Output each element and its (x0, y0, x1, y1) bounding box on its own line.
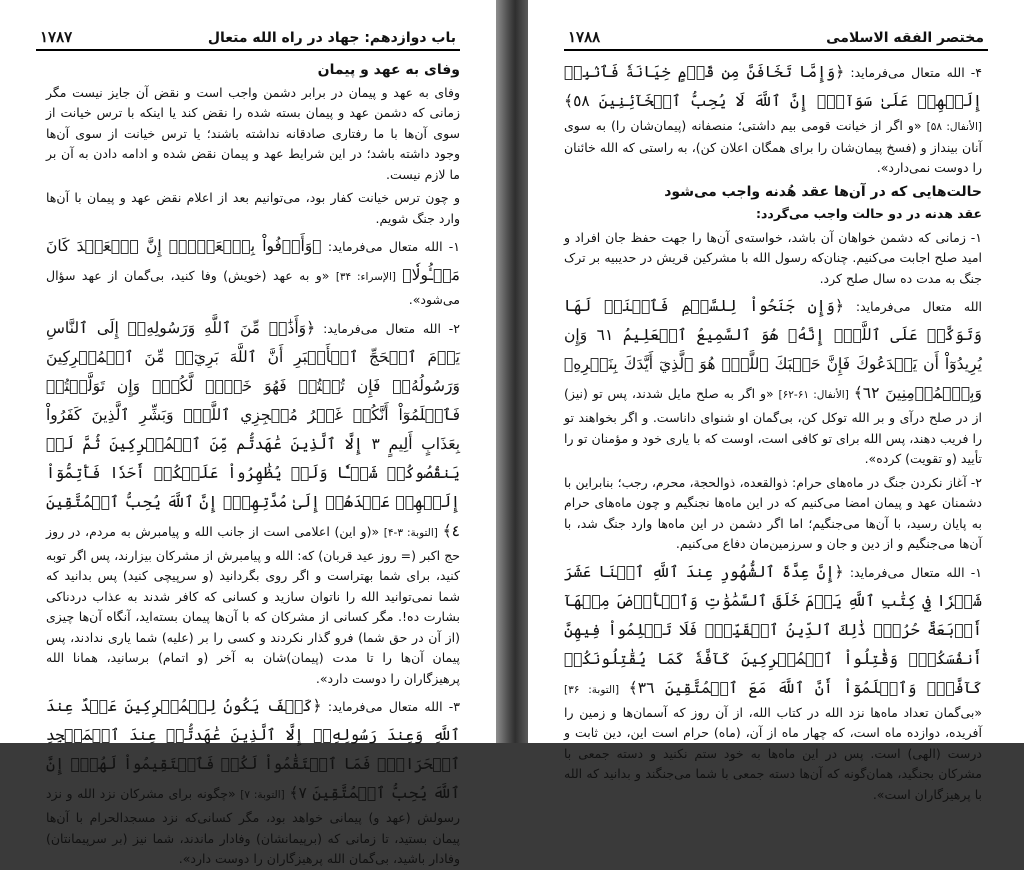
right-page (528, 0, 1024, 802)
verse-reference: [التوبة: ۳-۴] (383, 526, 438, 539)
verse-translation: «(و این) اعلامی است از جانب الله و پیامبرش به مردم، در روز حج اکبر (= روز عید قربان) که: الله و پیامبرش از مشرکان بیزارند، پس اگر توبه کنید، برای شما بهتراست و اگر روی بگردانید (و سرپیچی کنید) پس بدانید که شما نمی‌توانید الله را ناتوان سازید و کسانی که کافر شدند به عذاب دردناکی بشارت ده!. مگر کسانی از مشرکان که با آن‌ها پیمان بسته‌اید، آنگاه آن‌ها چیزی (از آن در حق شما) فرو گذار نکردند و کسی را بر (علیه) شما یاری ندادند، پس پیمان آن‌ها را تا مدت (پیمان)شان به آخر (و اتمام) برسانید، همانا الله پرهیزگاران را دوست دارد». (46, 523, 460, 686)
paragraph: و چون ترس خیانت کفار بود، می‌توانیم بعد از اعلام نقض عهد و پیمان با آن‌ها وارد جنگ شویم. (46, 190, 460, 226)
quran-verse: ﴿كَيۡفَ يَكُونُ لِلۡمُشۡرِكِينَ عَهۡدٌ عِندَ ٱللَّهِ وَعِندَ رَسُولِهِۦٓ إِلَّا ٱلَّذِينَ عَٰهَدتُّمۡ عِندَ ٱلۡمَسۡجِدِ ٱلۡحَرَامِۖ فَمَا ٱسۡتَقَٰمُواْ لَكُمۡ فَٱسۡتَقِيمُواْ لَهُمۡۚ إِنَّ ٱللَّهَ يُحِبُّ ٱلۡمُتَّقِينَ ٧﴾ (46, 697, 460, 802)
quote-item-2 (46, 314, 460, 690)
verse-translation: «بی‌گمان تعداد ماه‌ها نزد الله در کتاب الله، از آن روز که آسمان‌ها و زمین را آفریده، دوازده ماه است، که چهار ماه از آن، (ماه) حرام است این، دین ثابت و درست (الهی) است. پس در این ماه‌ها به خود ستم نکنید و دسته جمعی با مشرکان بجنگید، همان‌گونه که آن‌ها دسته جمعی با شما می‌جنگند و بدانید که الله با پرهیزگاران است». (564, 704, 982, 802)
running-header (568, 24, 984, 46)
verse-reference: [التوبة: ۳۶] (564, 683, 620, 696)
section-subtitle: عقد هدنه در دو حالت واجب می‌گردد: (755, 206, 982, 221)
quote-case-1 (564, 292, 982, 470)
quran-verse: ﴿وَإِمَّا تَخَافَنَّ مِن قَوۡمٍ خِيَانَةٗ فَٱنۢبِذۡ إِلَيۡهِمۡ عَلَىٰ سَوَآءٍۚ إِنَّ ٱللَّهَ لَا يُحِبُّ ٱلۡخَآئِنِينَ ٥٨﴾ (564, 63, 982, 110)
verse-reference: [الإسراء: ۳۴] (335, 271, 396, 283)
left-page (0, 0, 496, 866)
running-header-title: مختصر الفقه الاسلامی (826, 30, 984, 46)
running-header (40, 24, 456, 46)
quote-item-3 (46, 692, 460, 870)
quran-verse: ﴿وَأَذَٰنٞ مِّنَ ٱللَّهِ وَرَسُولِهِۦٓ إِلَى ٱلنَّاسِ يَوۡمَ ٱلۡحَجِّ ٱلۡأَكۡبَرِ أَنَّ ٱللَّهَ بَرِيٓءٞ مِّنَ ٱلۡمُشۡرِكِينَ وَرَسُولُهُۥۚ فَإِن تُبۡتُمۡ فَهُوَ خَيۡرٞ لَّكُمۡۖ وَإِن تَوَلَّيۡتُمۡ فَٱعۡلَمُوٓاْ أَنَّكُمۡ غَيۡرُ مُعۡجِزِي ٱللَّهِۗ وَبَشِّرِ ٱلَّذِينَ كَفَرُواْ بِعَذَابٍ أَلِيمٍ ٣ إِلَّا ٱلَّذِينَ عَٰهَدتُّم مِّنَ ٱلۡمُشۡرِكِينَ ثُمَّ لَمۡ يَنقُصُوكُمۡ شَيۡـٔٗا وَلَمۡ يُظَٰهِرُواْ عَلَيۡكُمۡ أَحَدٗا فَأَتِمُّوٓاْ إِلَيۡهِمۡ عَهۡدَهُمۡ إِلَىٰ مُدَّتِهِمۡۚ إِنَّ ٱللَّهَ يُحِبُّ ٱلۡمُتَّقِينَ ٤﴾ (46, 318, 461, 540)
section-title: حالت‌هایی که در آن‌ها عقد هُدنه واجب می‌شود (664, 183, 982, 200)
quote-intro: ۱- الله متعال می‌فرماید: (849, 564, 983, 580)
quote-item-1 (46, 232, 460, 311)
verse-translation: «چگونه برای مشرکان نزد الله و نزد رسولش (عهد و) پیمانی خواهد بود، مگر کسانی‌که نزد مسجدالحرام با آن‌ها پیمان بستید، تا زمانی که (برپیمانشان) وفادار ماندند، شما نیز (بر سرپیمانتان) وفادار باشید، بی‌گمان الله پرهیزگاران را دوست دارد». (46, 786, 460, 866)
section-title: وفای به عهد و پیمان (317, 62, 460, 78)
paragraph: وفای به عهد و پیمان در برابر دشمن واجب است و نقض آن جایز نیست مگر زمانی که دشمن عهد و پیمان بسته شده را نقض کند یا اینکه با ترس خیانت از سوی آن‌ها با ما رفتاری صادقانه نداشته باشند؛ یا ترس خیانت از سوی آن‌ها وجود داشته باشد؛ در این شرایط عهد و پیمان نقض شده و ادامه دادن به آن بر ما لازم نیست. (46, 84, 460, 182)
quote-item-4 (564, 58, 982, 179)
quran-verse: ﴿وَأَوۡفُواْ بِٱلۡعَهۡدِۖ إِنَّ ٱلۡعَهۡدَ كَانَ مَسۡـُٔولٗا﴾ (46, 237, 460, 284)
verse-translation: «و اگر به صلح مایل شدند، پس تو (نیز) از در صلح درآی و بر الله توکل کن، بی‌گمان او شنوای داناست. و اگر بخواهند تو را فریب دهند، پس الله برای تو کافی است، اوست که با یاری خود و مؤمنان تو را تأیید (و تقویت) کرده». (564, 386, 982, 466)
page-body (46, 58, 461, 866)
verse-reference: [الأنفال: ۶۱-۶۲] (778, 389, 849, 401)
page-number: ۱۷۸۷ (40, 28, 73, 46)
paragraph: ۱- زمانی که دشمن خواهان آن باشد، خواسته‌ی آن‌ها را جهت حفظ جان افراد و امید صلح اجابت می‌کنیم. چنان‌که رسول الله با مشرکین قریش در حدیبیه بر ترک جنگ به مدت ده سال صلح کرد. (564, 229, 982, 286)
quran-verse: ﴿إِنَّ عِدَّةَ ٱلشُّهُورِ عِندَ ٱللَّهِ ٱثۡنَا عَشَرَ شَهۡرٗا فِي كِتَٰبِ ٱللَّهِ يَوۡمَ خَلَقَ ٱلسَّمَٰوَٰتِ وَٱلۡأَرۡضَ مِنۡهَآ أَرۡبَعَةٌ حُرُمٞۚ ذَٰلِكَ ٱلدِّينُ ٱلۡقَيِّمُۚ فَلَا تَظۡلِمُواْ فِيهِنَّ أَنفُسَكُمۡۚ وَقَٰتِلُواْ ٱلۡمُشۡرِكِينَ كَآفَّةٗ كَمَا يُقَٰتِلُونَكُمۡ كَآفَّةٗۚ وَٱعۡلَمُوٓاْ أَنَّ ٱللَّهَ مَعَ ٱلۡمُتَّقِينَ ٣٦﴾ (564, 562, 983, 697)
paragraph: ۲- آغاز نکردن جنگ در ماه‌های حرام: ذوالقعده، ذوالحجة، محرم، رجب؛ بنابراین با دشمنان عهد و پیمان امضا می‌کنیم که در این ماه‌ها نجنگیم و چون ماه‌های حرام به پایان رسید، با آن‌ها می‌جنگیم؛ اما اگر دشمن در این ماه‌ها وارد جنگ شد، با آن‌ها می‌جنگیم و از دین و جان و سرزمین‌مان دفاع می‌کنیم. (564, 474, 982, 551)
quote-intro: الله متعال می‌فرماید: (855, 299, 982, 314)
quote-intro: ۴- الله متعال می‌فرماید: (850, 65, 982, 80)
book-gutter (496, 0, 528, 743)
quote-intro: ۲- الله متعال می‌فرماید: (323, 320, 461, 336)
quote-case-2 (564, 558, 982, 806)
verse-reference: [التوبة: ۷] (240, 789, 285, 801)
page-number: ۱۷۸۸ (568, 28, 601, 46)
quran-verse: ﴿وَإِن جَنَحُواْ لِلسَّلۡمِ فَٱجۡنَحۡ لَهَا وَتَوَكَّلۡ عَلَى ٱللَّهِۚ إِنَّهُۥ هُوَ ٱلسَّمِيعُ ٱلۡعَلِيمُ ٦١ وَإِن يُرِيدُوٓاْ أَن يَخۡدَعُوكَ فَإِنَّ حَسۡبَكَ ٱللَّهُۚ هُوَ ٱلَّذِيٓ أَيَّدَكَ بِنَصۡرِهِۦ وَبِٱلۡمُؤۡمِنِينَ ٦٢﴾ (564, 297, 982, 402)
quote-intro: ۳- الله متعال می‌فرماید: (327, 699, 460, 714)
page-body (564, 58, 983, 802)
header-rule (564, 49, 988, 51)
running-header-title: باب دوازدهم: جهاد در راه الله متعال (207, 30, 456, 46)
verse-translation: «و اگر از خیانت قومی بیم داشتی؛ منصفانه (پیمان‌شان را) به سوی آنان بینداز و (فسخ پیمان‌شان را برای همگان اعلان کن)، به راستی که الله خائنان را دوست نمی‌دارد». (564, 118, 982, 175)
quote-intro: ۱- الله متعال می‌فرماید: (327, 239, 460, 254)
verse-reference: [الأنفال: ۵۸] (926, 121, 982, 133)
verse-translation: «و به عهد (خویش) وفا کنید، بی‌گمان از عهد سؤال می‌شود». (46, 268, 460, 307)
header-rule (36, 49, 460, 51)
